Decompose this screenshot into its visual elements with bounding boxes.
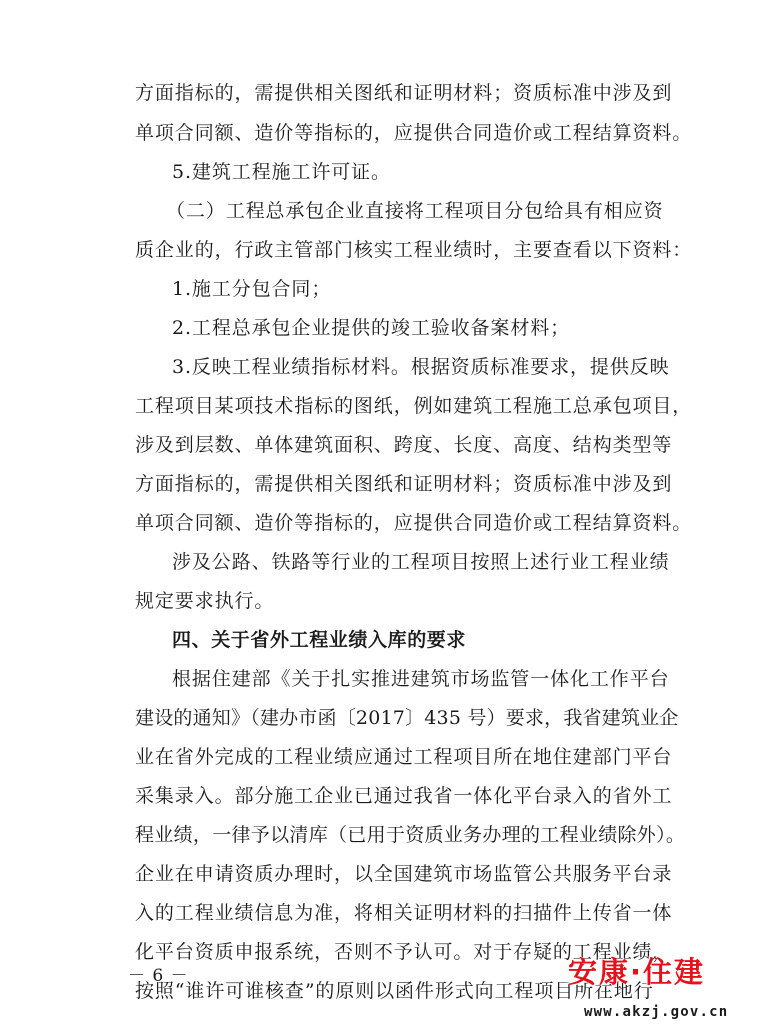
text-line: 方面指标的，需提供相关图纸和证明材料；资质标准中涉及到 [135,82,673,104]
text-line: 质企业的，行政主管部门核实工程业绩时，主要查看以下资料： [135,239,693,261]
text-line: 入的工程业绩信息为准，将相关证明材料的扫描件上传省一体 [135,902,673,924]
text-line: 5.建筑工程施工许可证。 [172,161,391,183]
text-line: 单项合同额、造价等指标的，应提供合同造价或工程结算资料。 [135,122,693,144]
text-line: 方面指标的，需提供相关图纸和证明材料；资质标准中涉及到 [135,473,673,495]
watermark-url: www.akzj.gov.cn [584,1004,729,1020]
text-line: 涉及公路、铁路等行业的工程项目按照上述行业工程业绩 [172,551,670,573]
text-line: 1.施工分包合同； [172,278,332,300]
text-line: 采集录入。部分施工企业已通过我省一体化平台录入的省外工 [135,785,673,807]
text-line: 2.工程总承包企业提供的竣工验收备案材料； [172,317,571,339]
text-line: 单项合同额、造价等指标的，应提供合同造价或工程结算资料。 [135,512,693,534]
text-line: 化平台资质申报系统，否则不予认可。对于存疑的工程业绩， [135,941,673,963]
text-line: 3.反映工程业绩指标材料。根据资质标准要求，提供反映 [172,356,670,378]
text-line: 企业在申请资质办理时，以全国建筑市场监管公共服务平台录 [135,863,673,885]
text-line: （二）工程总承包企业直接将工程项目分包给具有相应资 [166,200,664,222]
text-line: 涉及到层数、单体建筑面积、跨度、长度、高度、结构类型等 [135,434,673,456]
text-line: 程业绩，一律予以清库（已用于资质业务办理的工程业绩除外）。 [135,824,686,846]
text-line: 根据住建部《关于扎实推进建筑市场监管一体化工作平台 [172,668,670,690]
text-line: 工程项目某项技术指标的图纸，例如建筑工程施工总承包项目， [135,395,693,417]
text-line: 业在省外完成的工程业绩应通过工程项目所在地住建部门平台 [135,746,673,768]
page-number: － 6 － [128,966,189,986]
watermark-brand: 安康·住建 [568,955,706,989]
text-line: 规定要求执行。 [135,590,275,612]
text-line: 按照“谁许可谁核查”的原则以函件形式向工程项目所在地行 [135,980,654,1002]
text-line: 建设的通知》（建办市函〔2017〕435 号）要求，我省建筑业企 [135,707,679,729]
section-heading: 四、关于省外工程业绩入库的要求 [172,629,467,651]
